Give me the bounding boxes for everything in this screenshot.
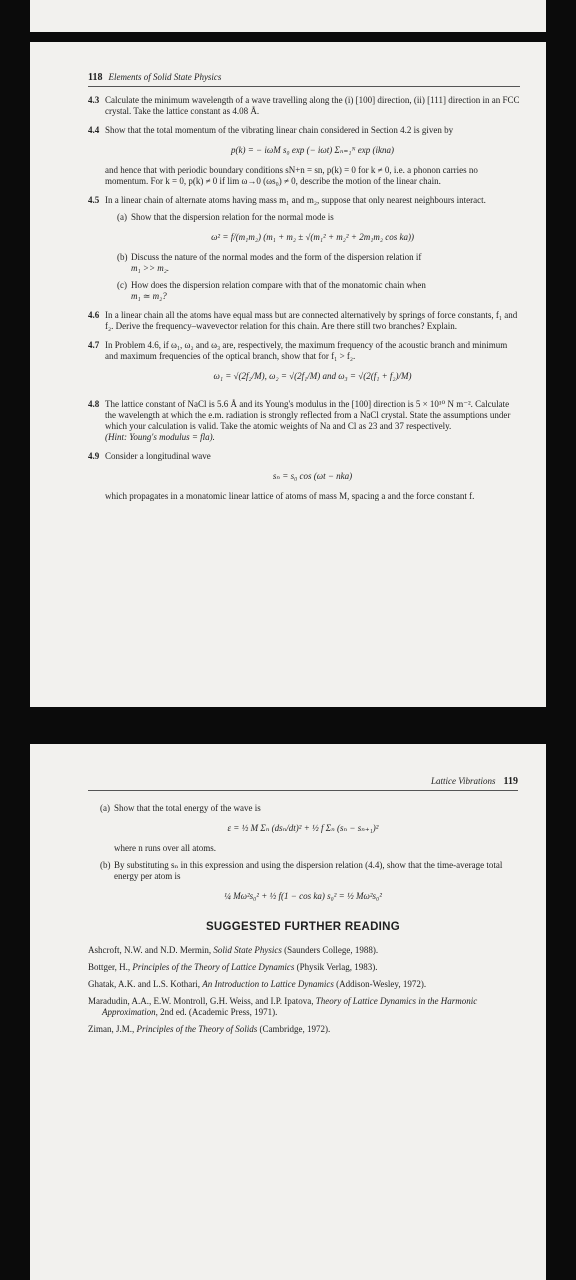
problem-number: 4.7 [88, 340, 100, 350]
running-header [88, 776, 518, 787]
problem-4-8 [88, 399, 520, 443]
problem-text: Calculate the minimum wavelength of a wave travelling along the (i) [100] direction, (ii) [111] direction in an FCC crystal. Take the lattice constant as 4.08 Å. [105, 95, 520, 116]
problem-text: In a linear chain all the atoms have equal mass but are connected alternatively by springs of force constants, f₁ and f₂. Derive the frequency–wavevector relation for this chain. Are there still two branches? Explain. [105, 310, 518, 331]
running-title: Lattice Vibrations [430, 776, 496, 786]
wave-equation: sₙ = s₀ cos (ωt − nka) [272, 471, 353, 481]
problem-4-9 [88, 451, 520, 502]
page-118 [30, 42, 546, 707]
problem-number: 4.5 [88, 195, 100, 205]
momentum-equation: p(k) = − iωM s₀ exp (− iωt) Σₙ₌₁ᴺ exp (ikna) [230, 145, 394, 155]
problem-4-5 [88, 195, 520, 302]
problem-4-4 [88, 125, 520, 187]
where-text: where n runs over all atoms. [114, 843, 216, 853]
problem-text: In Problem 4.6, if ω₁, ω₂ and ω₃ are, respectively, the maximum frequency of the acoustic branch and minimum and maximum frequencies of the optical branch, show that for f₁ > f₂. [105, 340, 508, 361]
running-title: Elements of Solid State Physics [108, 72, 222, 82]
reference-list [88, 945, 518, 1035]
page-number: 118 [88, 72, 103, 83]
energy-equation: ε = ½ M Σₙ (dsₙ/dt)² + ½ f Σₙ (sₙ − sₙ₊₁)² [227, 823, 379, 833]
average-energy-equation: ¼ Mω²s₀² + ½ f(1 − cos ka) s₀² = ½ Mω²s₀² [224, 891, 382, 901]
problem-text-continued: and hence that with periodic boundary conditions sN+n = sn, p(k) = 0 for k ≠ 0, i.e. a phonon carries no momentum. For k = 0, p(k) ≠ 0 if lim ω→0 (ωs₀) ≠ 0, describe the motion of the linear chain. [105, 165, 478, 186]
problem-number: 4.3 [88, 95, 100, 105]
page-119 [30, 744, 546, 1280]
problem-hint: (Hint: Young's modulus = fla). [105, 432, 215, 442]
problem-4-7 [88, 340, 520, 391]
running-header [88, 72, 520, 83]
reference-item: Ziman, J.M., Principles of the Theory of Solids (Cambridge, 1972). [88, 1024, 331, 1034]
problem-text-continued: which propagates in a monatomic linear lattice of atoms of mass M, spacing a and the force constant f. [105, 491, 475, 501]
problem-number: 4.6 [88, 310, 100, 320]
problem-text: In a linear chain of alternate atoms having mass m₁ and m₂, suppose that only nearest neighbours interact. [105, 195, 486, 205]
problem-number: 4.9 [88, 451, 100, 461]
problem-4-3 [88, 95, 520, 117]
subpart-b: (b) By substituting sₙ in this expression and using the dispersion relation (4.4), show that the time-average total energy per atom is [100, 860, 503, 881]
reference-item: Bottger, H., Principles of the Theory of Lattice Dynamics (Physik Verlag, 1983). [88, 962, 378, 972]
problem-number: 4.4 [88, 125, 100, 135]
dispersion-equation: ω² = f/(m₁m₂) (m₁ + m₂ ± √(m₁² + m₂² + 2m₁m₂ cos ka)) [211, 232, 414, 242]
page-number: 119 [503, 776, 518, 787]
frequency-equations: ω₁ = √(2f₂/M), ω₂ = √(2f₁/M) and ω₃ = √(2(f₁ + f₂)/M) [213, 371, 412, 381]
subpart-a: (a) Show that the dispersion relation for the normal mode is [117, 212, 334, 222]
problem-4-6 [88, 310, 520, 332]
reference-item: Ashcroft, N.W. and N.D. Mermin, Solid State Physics (Saunders College, 1988). [88, 945, 379, 955]
section-heading: SUGGESTED FURTHER READING [205, 921, 401, 933]
subpart-a: (a) Show that the total energy of the wave is [100, 803, 261, 813]
subpart-c: (c) How does the dispersion relation compare with that of the monatomic chain when m₁ ≃ m₂? [117, 280, 426, 301]
reference-item: Ghatak, A.K. and L.S. Kothari, An Introduction to Lattice Dynamics (Addison-Wesley, 1972). [88, 979, 427, 989]
problem-text: Show that the total momentum of the vibrating linear chain considered in Section 4.2 is given by [105, 125, 454, 135]
problem-text: The lattice constant of NaCl is 5.6 Å and its Young's modulus in the [100] direction is 5 × 10¹⁰ N m⁻². Calculate the wavelength at which the e.m. radiation is strongly reflected from a NaCl crystal. State the assumptions under which your calculation is valid. Take the atomic weights of Na and Cl as 23 and 37 respectively. [105, 399, 511, 431]
reference-item: Maradudin, A.A., E.W. Montroll, G.H. Weiss, and I.P. Ipatova, Theory of Lattice Dynamics in the Harmonic Approximation, 2nd ed. (Academic Press, 1971). [88, 996, 478, 1017]
previous-page-strip [30, 0, 546, 32]
header-rule [88, 86, 520, 87]
header-rule [88, 790, 518, 791]
subpart-b: (b) Discuss the nature of the normal modes and the form of the dispersion relation if m₁ >> m₂. [117, 252, 422, 273]
problem-text: Consider a longitudinal wave [105, 451, 211, 461]
problem-number: 4.8 [88, 399, 100, 409]
